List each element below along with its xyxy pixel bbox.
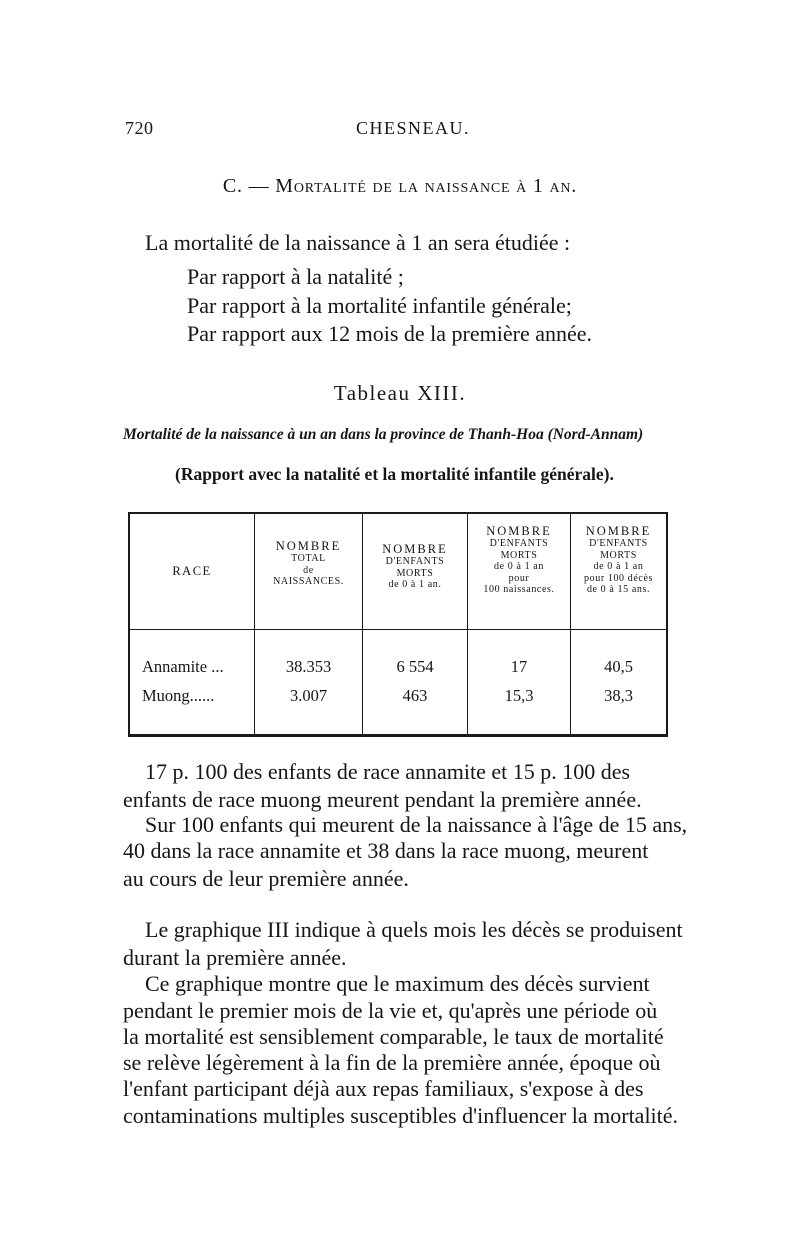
table-header-deaths bbox=[363, 542, 467, 591]
intro-lead: La mortalité de la naissance à 1 an sera étudiée : bbox=[145, 230, 571, 255]
paragraph-line: se relève légèrement à la fin de la première année, époque où bbox=[123, 1050, 661, 1075]
header-line: RACE bbox=[172, 564, 212, 578]
running-title: CHESNEAU. bbox=[356, 118, 471, 138]
header-line: MORTS bbox=[396, 567, 434, 579]
header-line: MORTS bbox=[500, 549, 538, 561]
paragraph-line: la mortalité est sensiblement comparable, le taux de mortalité bbox=[123, 1024, 664, 1049]
paragraph-line: 17 p. 100 des enfants de race annamite et 15 p. 100 des bbox=[145, 759, 631, 784]
header-line: NOMBRE bbox=[382, 542, 448, 556]
paragraph-line: durant la première année. bbox=[123, 945, 347, 970]
paragraph-line: Sur 100 enfants qui meurent de la naissance à l'âge de 15 ans, bbox=[145, 812, 688, 837]
table-cell: 38,3 bbox=[604, 686, 633, 705]
table-bottom-rule bbox=[128, 734, 668, 737]
header-line: de 0 à 15 ans. bbox=[586, 584, 651, 596]
table-header-deaths-per-deaths bbox=[571, 524, 666, 596]
header-line: TOTAL bbox=[291, 553, 326, 565]
table-header-race bbox=[130, 564, 254, 578]
paragraph-line: pendant le premier mois de la vie et, qu'après une période où bbox=[123, 998, 658, 1023]
table-cell-race: Annamite ... bbox=[142, 657, 224, 676]
table-title: Tableau XIII. bbox=[333, 381, 467, 405]
header-line: de 0 à 1 an bbox=[593, 561, 644, 573]
header-line: D'ENFANTS bbox=[489, 538, 549, 550]
section-prefix: C. — bbox=[222, 175, 276, 197]
table-cell: 38.353 bbox=[285, 657, 332, 676]
header-line: NOMBRE bbox=[275, 539, 342, 553]
header-line: D'ENFANTS bbox=[385, 556, 445, 568]
table-right-rule bbox=[666, 512, 668, 737]
table-cell: 463 bbox=[402, 686, 428, 705]
table-cell: 15,3 bbox=[504, 686, 534, 705]
section-heading bbox=[0, 175, 800, 198]
paragraph-line: 40 dans la race annamite et 38 dans la race muong, meurent bbox=[123, 838, 649, 863]
header-line: NAISSANCES. bbox=[273, 576, 344, 588]
header-line: 100 naissances. bbox=[483, 584, 555, 596]
table-cell: 17 bbox=[510, 657, 528, 676]
table-subcaption: (Rapport avec la natalité et la mortalité infantile générale). bbox=[175, 464, 614, 484]
header-line: pour bbox=[508, 572, 530, 584]
header-line: D'ENFANTS bbox=[589, 538, 648, 550]
intro-item: Par rapport à la natalité ; bbox=[187, 264, 404, 289]
paragraph-line: contaminations multiples susceptibles d'influencer la mortalité. bbox=[123, 1103, 679, 1128]
table-cell: 40,5 bbox=[604, 657, 633, 676]
header-line: NOMBRE bbox=[585, 524, 652, 538]
table-cell: 3.007 bbox=[289, 686, 328, 705]
table-header-total-births bbox=[255, 539, 362, 588]
paragraph-line: l'enfant participant déjà aux repas familiaux, s'expose à des bbox=[123, 1076, 644, 1101]
table-caption: Mortalité de la naissance à un an dans la province de Thanh-Hoa (Nord-Annam) bbox=[123, 426, 644, 443]
paragraph-line: enfants de race muong meurent pendant la première année. bbox=[123, 787, 642, 812]
table-left-rule bbox=[128, 512, 130, 737]
paragraph-line: Le graphique III indique à quels mois les décès se produisent bbox=[145, 917, 683, 942]
table-cell: 6 554 bbox=[396, 657, 434, 676]
header-line: NOMBRE bbox=[486, 524, 552, 538]
paragraph-line: au cours de leur première année. bbox=[123, 866, 409, 891]
intro-item: Par rapport à la mortalité infantile générale; bbox=[187, 293, 572, 318]
header-line: de bbox=[303, 564, 314, 576]
table-header-rule bbox=[128, 629, 668, 630]
table-top-rule bbox=[128, 512, 668, 514]
paragraph-line: Ce graphique montre que le maximum des décès survient bbox=[145, 971, 650, 996]
intro-item: Par rapport aux 12 mois de la première année. bbox=[187, 321, 593, 346]
header-line: MORTS bbox=[600, 549, 637, 561]
section-title: Mortalité de la naissance à 1 an. bbox=[275, 175, 578, 197]
table-cell-race: Muong...... bbox=[142, 686, 215, 705]
page-number: 720 bbox=[125, 118, 154, 138]
mortality-table bbox=[128, 512, 668, 737]
header-line: pour 100 décès bbox=[584, 572, 653, 584]
header-line: de 0 à 1 an. bbox=[388, 579, 442, 591]
table-header-deaths-per-births bbox=[468, 524, 570, 596]
header-line: de 0 à 1 an bbox=[494, 561, 544, 573]
